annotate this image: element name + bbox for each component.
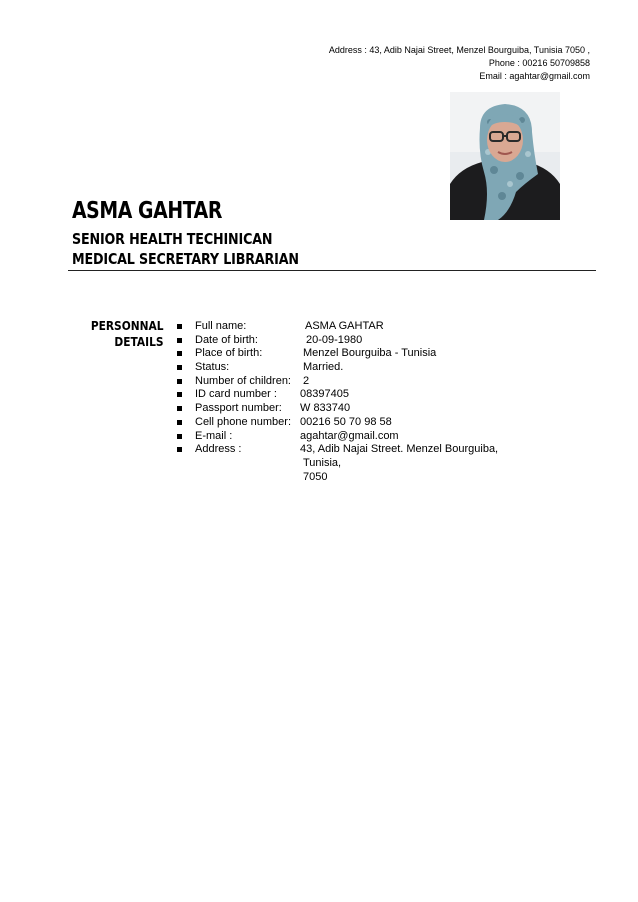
bullet-icon: [177, 434, 182, 439]
detail-value: agahtar@gmail.com: [300, 429, 399, 442]
detail-label: Passport number:: [195, 402, 282, 415]
job-title-secondary: MEDICAL SECRETARY LIBRARIAN: [72, 250, 299, 268]
bullet-icon: [177, 351, 182, 356]
detail-value: 20-09-1980: [306, 333, 363, 346]
detail-label: Cell phone number:: [195, 415, 292, 428]
portrait-photo-icon: [450, 92, 560, 220]
detail-value: 08397405: [300, 388, 349, 401]
detail-label: ID card number :: [195, 388, 277, 401]
detail-label: Full name:: [195, 320, 247, 332]
contact-address: Address : 43, Adib Najai Street, Menzel Bourguiba, Tunisia 7050 ,: [328, 45, 590, 55]
bullet-icon: [177, 324, 182, 329]
person-name: ASMA GAHTAR: [72, 198, 222, 224]
detail-label: Status:: [195, 361, 230, 374]
job-title-primary: SENIOR HEALTH TECHINICAN: [72, 230, 273, 248]
contact-email: Email : agahtar@gmail.com: [479, 71, 590, 81]
contact-block: [329, 44, 590, 83]
detail-value: ASMA GAHTAR: [305, 320, 384, 332]
detail-value: Married.: [303, 361, 344, 374]
bullet-icon: [177, 338, 182, 343]
header-divider: [68, 270, 596, 271]
detail-value: W 833740: [300, 402, 351, 415]
bullet-icon: [177, 379, 182, 384]
detail-label: E-mail :: [195, 429, 233, 442]
section-label-personal-details: [91, 318, 164, 350]
contact-phone: Phone : 00216 50709858: [488, 58, 590, 68]
bullet-icon: [177, 406, 182, 411]
bullet-icon: [177, 420, 182, 425]
detail-label: Place of birth:: [195, 347, 263, 360]
bullet-icon: [177, 447, 182, 452]
detail-label: Address :: [195, 443, 242, 456]
section-label-line-1: PERSONNAL: [91, 318, 164, 333]
detail-value: Menzel Bourguiba - Tunisia: [303, 347, 437, 360]
bullet-icon: [177, 392, 182, 397]
detail-label: Number of children:: [195, 374, 291, 387]
detail-value: 00216 50 70 98 58: [300, 415, 392, 428]
detail-value-continuation: Tunisia, 7050: [303, 456, 342, 483]
profile-photo: [450, 92, 560, 220]
bullet-icon: [177, 365, 182, 370]
section-label-line-2: DETAILS: [114, 334, 164, 349]
detail-value: 43, Adib Najai Street. Menzel Bourguiba,: [300, 443, 499, 456]
detail-value: 2: [303, 374, 310, 387]
detail-label: Date of birth:: [195, 333, 258, 346]
